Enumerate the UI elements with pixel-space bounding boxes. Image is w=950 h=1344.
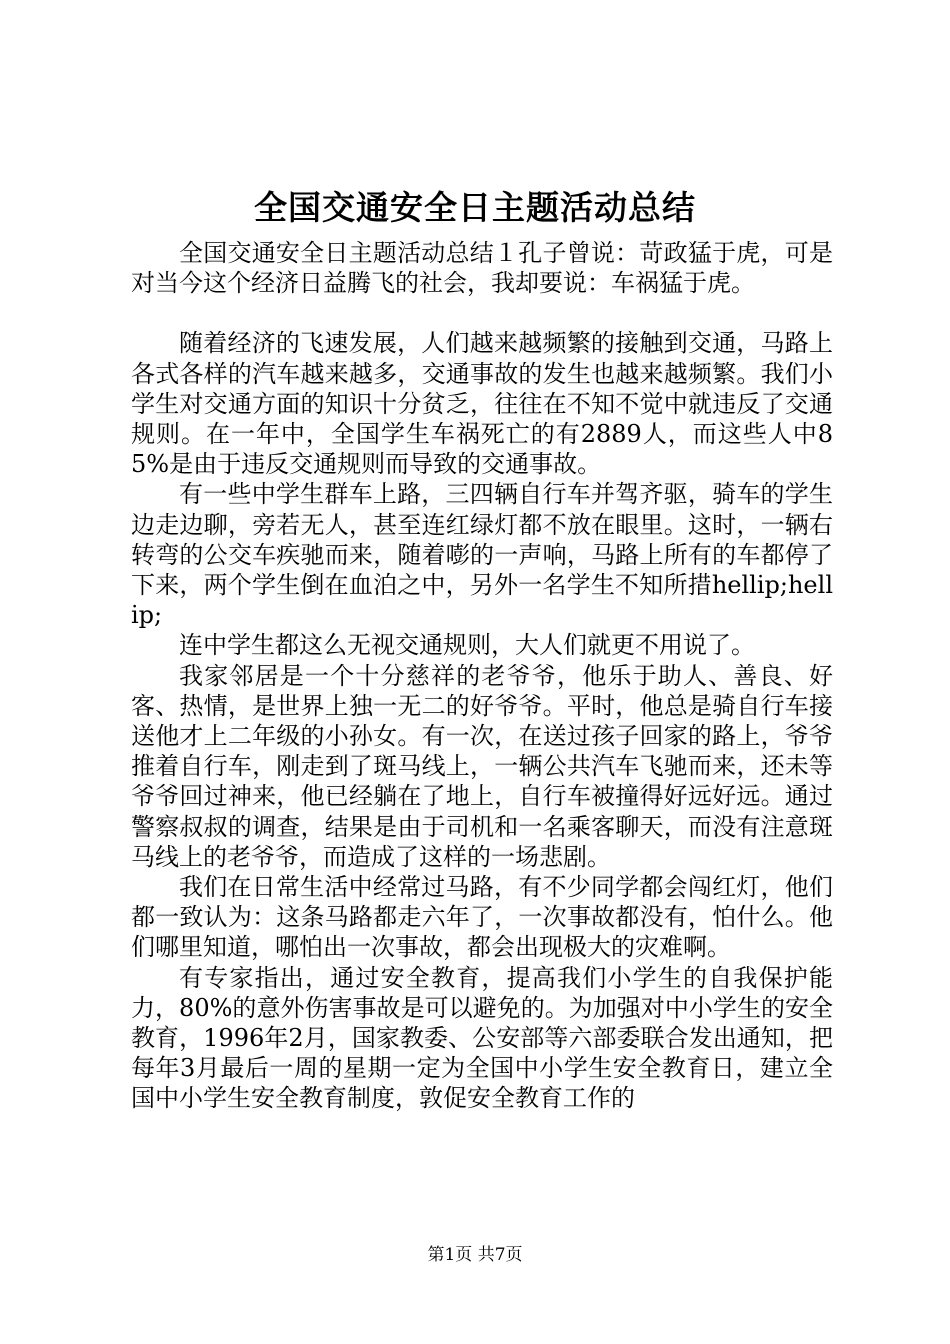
paragraph-6: 我们在日常生活中经常过马路，有不少同学都会闯红灯，他们都一致认为：这条马路都走六年了，一次事故都没有，怕什么。他们哪里知道，哪怕出一次事故，都会出现极大的灾难啊。 <box>131 873 833 962</box>
document-title: 全国交通安全日主题活动总结 <box>254 188 696 227</box>
paragraph-5: 我家邻居是一个十分慈祥的老爷爷，他乐于助人、善良、好客、热情，是世界上独一无二的好爷爷。平时，他总是骑自行车接送他才上二年级的小孙女。有一次，在送过孩子回家的路上，爷爷推着自行车，刚走到了斑马线上，一辆公共汽车飞驰而来，还未等爷爷回过神来，他已经躺在了地上，自行车被撞得好远好远。通过警察叔叔的调查，结果是由于司机和一名乘客聊天，而没有注意斑马线上的老爷爷，而造成了这样的一场悲剧。 <box>131 661 833 871</box>
document-body <box>131 238 833 1114</box>
paragraph-4: 连中学生都这么无视交通规则，大人们就更不用说了。 <box>179 631 755 660</box>
paragraph-1: 全国交通安全日主题活动总结１孔子曾说：苛政猛于虎，可是对当今这个经济日益腾飞的社会，我却要说：车祸猛于虎。 <box>131 239 833 298</box>
paragraph-7: 有专家指出，通过安全教育，提高我们小学生的自我保护能力，80%的意外伤害事故是可以避免的。为加强对中小学生的安全教育，1996年2月，国家教委、公安部等六部委联合发出通知，把每年3月最后一周的星期一定为全国中小学生安全教育日，建立全国中小学生安全教育制度，敦促安全教育工作的 <box>131 963 833 1113</box>
paragraph-3: 有一些中学生群车上路，三四辆自行车并驾齐驱，骑车的学生边走边聊，旁若无人，甚至连红绿灯都不放在眼里。这时，一辆右转弯的公交车疾驰而来，随着嘭的一声响，马路上所有的车都停了下来，两个学生倒在血泊之中，另外一名学生不知所措hellip;hellip; <box>131 480 833 630</box>
page-number-footer: 第1页 共7页 <box>427 1245 523 1265</box>
paragraph-2: 随着经济的飞速发展，人们越来越频繁的接触到交通，马路上各式各样的汽车越来越多，交通事故的发生也越来越频繁。我们小学生对交通方面的知识十分贫乏，往往在不知不觉中就违反了交通规则。在一年中，全国学生车祸死亡的有2889人，而这些人中85%是由于违反交通规则而导致的交通事故。 <box>131 329 833 479</box>
